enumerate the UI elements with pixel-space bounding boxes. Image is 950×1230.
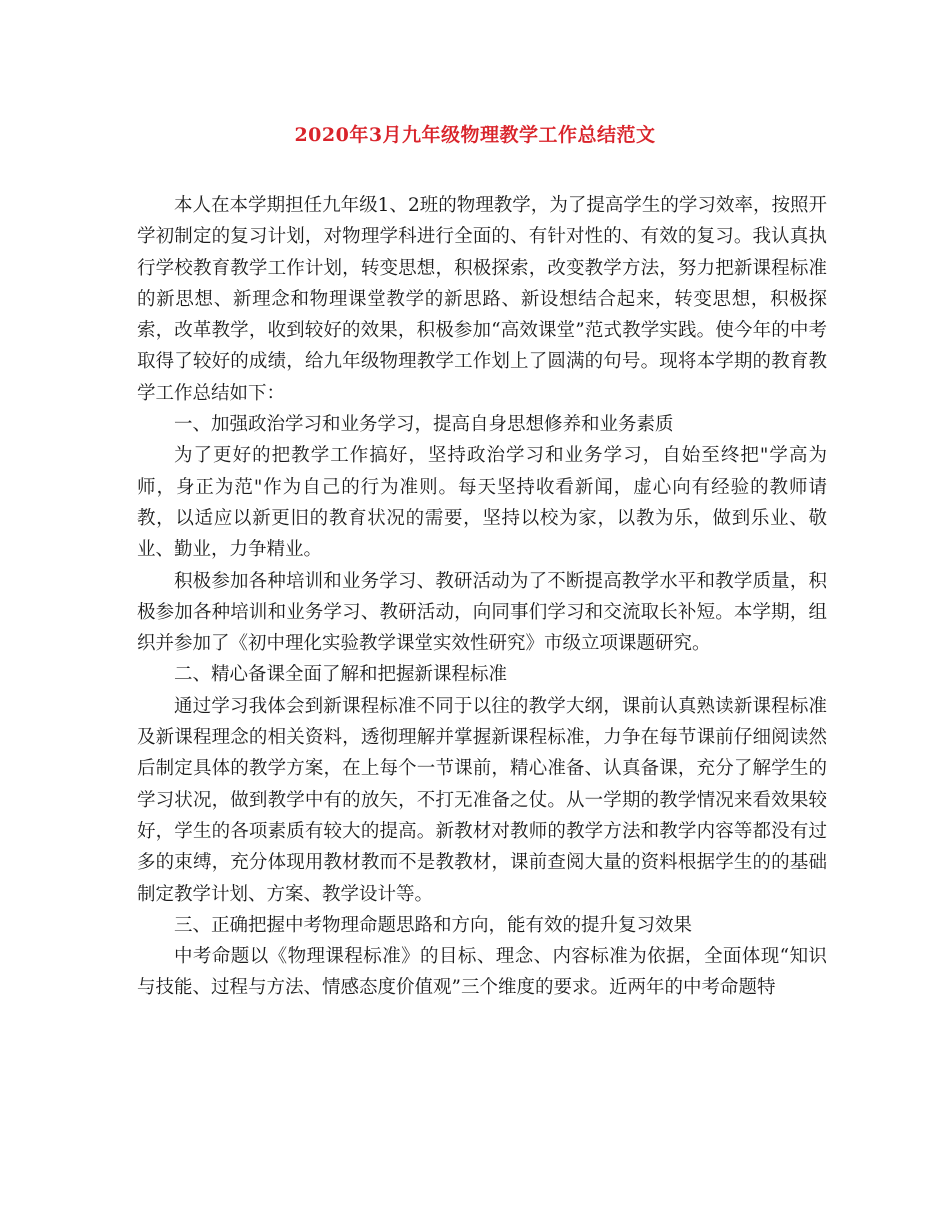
section-heading-2: 二、精心备课全面了解和把握新课程标准 <box>174 664 508 686</box>
section-heading-3: 三、正确把握中考物理命题思路和方向，能有效的提升复习效果 <box>174 914 693 936</box>
paragraph: 通过学习我体会到新课程标准不同于以往的教学大纲，课前认真熟读新课程标准及新课程理念的相关资料，透彻理解并掌握新课程标准，力争在每节课前仔细阅读然后制定具体的教学方案，在上每个一节课前，精心准备、认真备课，充分了解学生的学习状况，做到教学中有的放矢，不打无准备之仗。从一学期的教学情况来看效果较好，学生的各项素质有较大的提高。新教材对教师的教学方法和教学内容等都没有过多的束缚，充分体现用教材教而不是教教材，课前查阅大量的资料根据学生的的基础制定教学计划、方案、教学设计等。 <box>137 695 827 905</box>
paragraph: 中考命题以《物理课程标准》的目标、理念、内容标准为依据，全面体现“知识与技能、过程与方法、情感态度价值观”三个维度的要求。近两年的中考命题特 <box>137 946 827 999</box>
section-heading-1: 一、加强政治学习和业务学习，提高自身思想修养和业务素质 <box>174 414 674 436</box>
document-title: 2020年3月九年级物理教学工作总结范文 <box>294 124 656 146</box>
paragraph: 积极参加各种培训和业务学习、教研活动为了不断提高教学水平和教学质量，积极参加各种培训和业务学习、教研活动，向同事们学习和交流取长补短。本学期，组织并参加了《初中理化实验教学课堂实效性研究》市级立项课题研究。 <box>137 570 827 655</box>
document-body <box>137 190 827 1004</box>
paragraph-intro: 本人在本学期担任九年级1、2班的物理教学，为了提高学生的学习效率，按照开学初制定的复习计划，对物理学科进行全面的、有针对性的、有效的复习。我认真执行学校教育教学工作计划，转变思想，积极探索，改变教学方法，努力把新课程标准的新思想、新理念和物理课堂教学的新思路、新设想结合起来，转变思想，积极探索，改革教学，收到较好的效果，积极参加“高效课堂”范式教学实践。使今年的中考取得了较好的成绩，给九年级物理教学工作划上了圆满的句号。现将本学期的教育教学工作总结如下： <box>137 195 827 404</box>
paragraph: 为了更好的把教学工作搞好，坚持政治学习和业务学习，自始至终把"学高为师，身正为范"作为自己的行为准则。每天坚持收看新闻，虚心向有经验的教师请教，以适应以新更旧的教育状况的需要，坚持以校为家，以教为乐，做到乐业、敬业、勤业，力争精业。 <box>137 445 827 561</box>
